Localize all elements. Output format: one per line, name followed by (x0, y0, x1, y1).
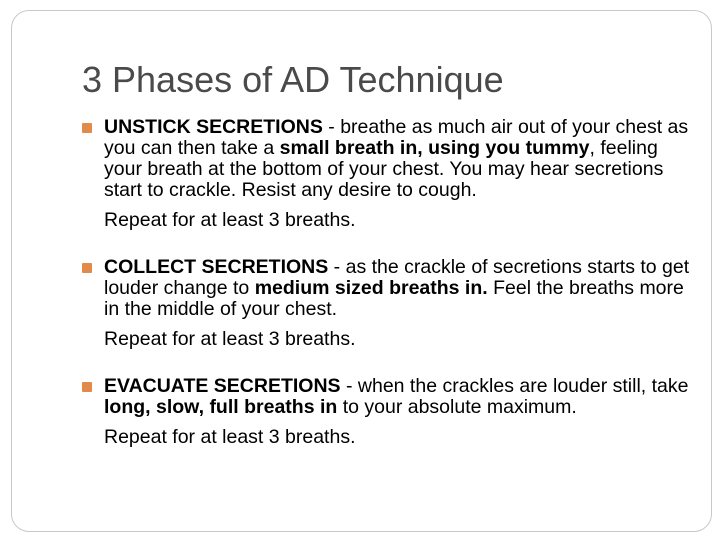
bullet-list (80, 117, 690, 448)
bullet-heading: COLLECT SECRETIONS (104, 256, 329, 278)
bullet-body: Feel the breaths more in the middle of your chest. (104, 277, 684, 320)
bullet-heading: EVACUATE SECRETIONS (104, 375, 341, 397)
bullet-emphasis: small breath in, using you tummy (279, 137, 590, 159)
bullet-repeat: Repeat for at least 3 breaths. (104, 209, 356, 231)
bullet-square-icon (82, 263, 92, 273)
bullet-emphasis: medium sized breaths in. (254, 277, 488, 299)
bullet-repeat: Repeat for at least 3 breaths. (104, 426, 356, 448)
bullet-text (104, 117, 690, 201)
bullet-heading: UNSTICK SECRETIONS (104, 116, 323, 138)
bullet-body: , feeling your breath at the bottom of your chest. You may hear secretions start to crackle. Resist any desire to cough. (104, 137, 664, 201)
bullet-body: - breathe as much air out of your chest as you can then take a (104, 116, 689, 159)
bullet-square-icon (82, 382, 92, 392)
bullet-evacuate-secretions (80, 376, 690, 448)
bullet-body: to your absolute maximum. (337, 396, 577, 418)
bullet-square-icon (82, 123, 92, 133)
bullet-body: - as the crackle of secretions starts to get louder change to (104, 256, 690, 299)
bullet-repeat: Repeat for at least 3 breaths. (104, 328, 356, 350)
slide-title: 3 Phases of AD Technique (82, 59, 504, 100)
bullet-collect-secretions (80, 257, 690, 350)
bullet-unstick-secretions (80, 117, 690, 231)
bullet-body: - when the crackles are louder still, take (340, 375, 689, 397)
bullet-text (104, 257, 690, 320)
bullet-emphasis: long, slow, full breaths in (104, 396, 338, 418)
bullet-text (104, 376, 690, 418)
